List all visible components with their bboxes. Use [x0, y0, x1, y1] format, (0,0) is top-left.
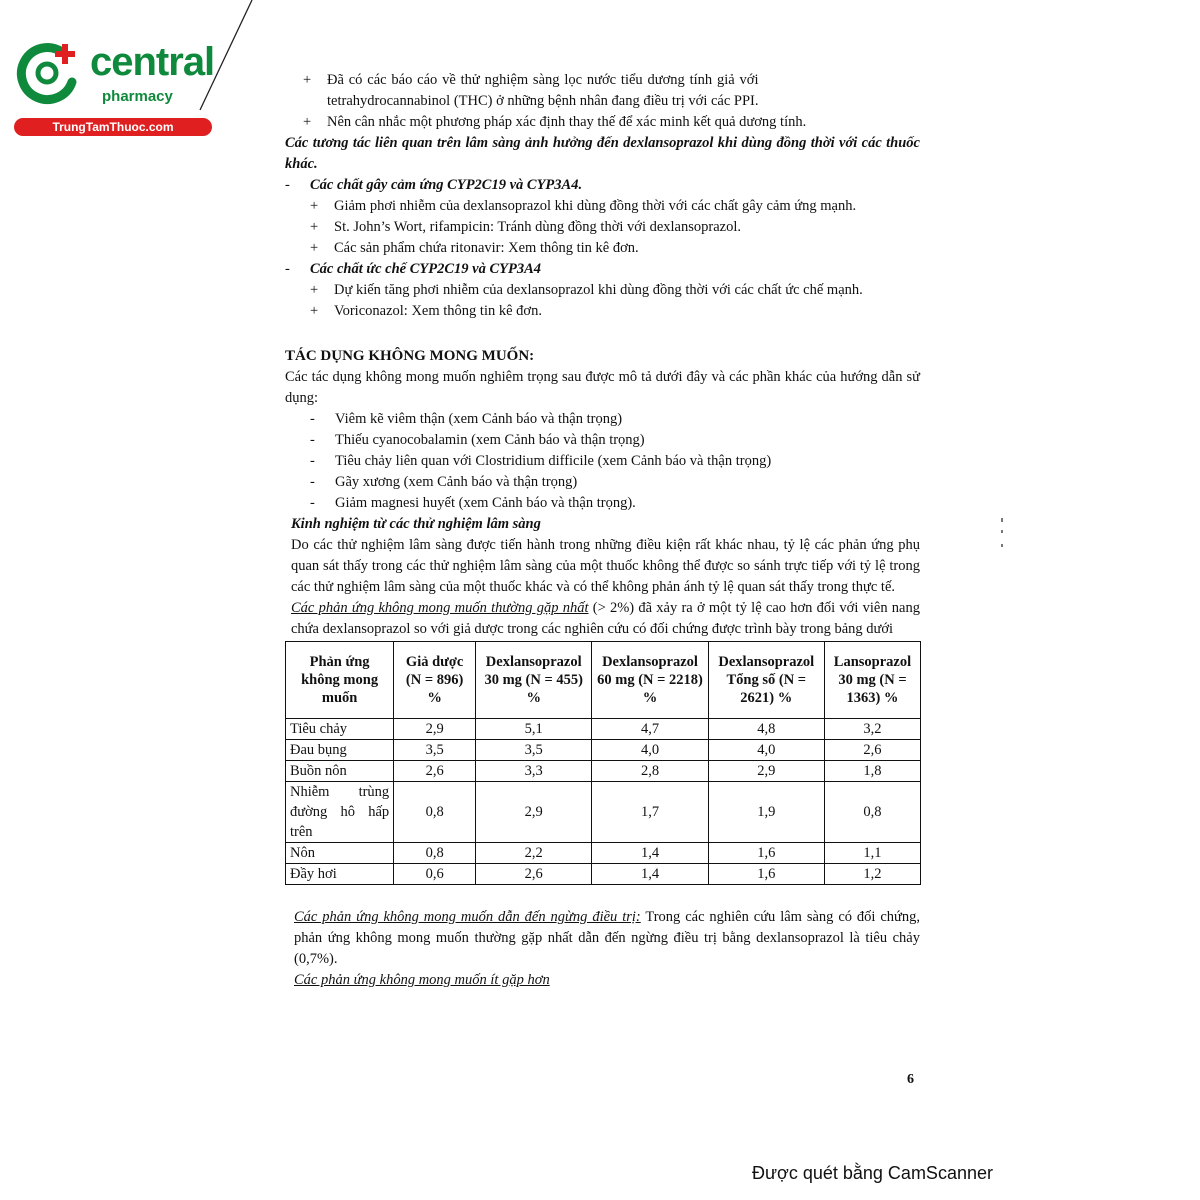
document-body: [285, 70, 920, 991]
page-number: 6: [907, 1072, 914, 1087]
table-cell: Nôn: [286, 843, 394, 864]
inducer-item: Giảm phơi nhiễm của dexlansoprazol khi dùng đồng thời với các chất gây cảm ứng mạnh.: [334, 198, 857, 214]
less-common-label: Các phản ứng không mong muốn ít gặp hơn: [294, 972, 550, 988]
bullet-item: + Dự kiến tăng phơi nhiễm của dexlansoprazol khi dùng đồng thời với các chất ức chế mạnh.: [285, 280, 920, 301]
table-cell: 1,6: [708, 864, 824, 885]
list-item-text: Thiếu cyanocobalamin (xem Cảnh báo và thận trọng): [335, 432, 645, 448]
table-header: Giả dược (N = 896) %: [394, 642, 476, 719]
camscanner-watermark: Được quét bằng CamScanner: [752, 1163, 993, 1183]
common-reactions-text: (> 2%) đã xảy ra ở một tỷ lệ cao hơn đối với viên nang chứa dexlansoprazol so với giả dược trong các nghiên cứu có đối chứng được trình bày trong bảng dưới: [291, 600, 920, 637]
logo-subtitle: pharmacy: [102, 88, 173, 105]
scan-edge-marks: [1001, 518, 1004, 1038]
table-cell: 2,9: [394, 719, 476, 740]
table-header: Dexlansoprazol 30 mg (N = 455) %: [476, 642, 592, 719]
table-cell: Đau bụng: [286, 740, 394, 761]
table-cell: 3,2: [824, 719, 920, 740]
table-cell: 1,2: [824, 864, 920, 885]
clinical-experience-heading: Kinh nghiệm từ các thử nghiệm lâm sàng: [291, 516, 541, 532]
table-cell: 0,8: [824, 782, 920, 843]
table-header: Dexlansoprazol 60 mg (N = 2218) %: [592, 642, 708, 719]
inhibitor-item: Dự kiến tăng phơi nhiễm của dexlansoprazol khi dùng đồng thời với các chất ức chế mạnh.: [334, 282, 863, 298]
table-cell: 2,6: [476, 864, 592, 885]
list-item: - Thiếu cyanocobalamin (xem Cảnh báo và thận trọng): [310, 430, 920, 451]
table-row: [286, 782, 921, 843]
list-item-text: Viêm kẽ viêm thận (xem Cảnh báo và thận trọng): [335, 411, 623, 427]
table-cell: 1,9: [708, 782, 824, 843]
thc-note-line1: Đã có các báo cáo về thử nghiệm sàng lọc nước tiểu dương tính giả với: [327, 72, 759, 88]
table-cell: 2,2: [476, 843, 592, 864]
inducer-item: Các sản phẩm chứa ritonavir: Xem thông tin kê đơn.: [334, 240, 639, 256]
central-pharmacy-logo: [10, 38, 215, 138]
alt-method-note: Nên cân nhắc một phương pháp xác định thay thế để xác minh kết quả dương tính.: [327, 114, 807, 130]
table-cell: 4,8: [708, 719, 824, 740]
table-cell: 4,0: [708, 740, 824, 761]
list-item-text: Giảm magnesi huyết (xem Cảnh báo và thận trọng).: [335, 495, 636, 511]
table-cell: 4,0: [592, 740, 708, 761]
table-header: Dexlansoprazol Tổng số (N = 2621) %: [708, 642, 824, 719]
table-cell: 2,6: [824, 740, 920, 761]
bullet-item: + Nên cân nhắc một phương pháp xác định thay thế để xác minh kết quả dương tính.: [285, 112, 920, 133]
table-cell: 3,5: [394, 740, 476, 761]
table-cell: 4,7: [592, 719, 708, 740]
bullet-item: + Giảm phơi nhiễm của dexlansoprazol khi dùng đồng thời với các chất gây cảm ứng mạnh.: [285, 196, 920, 217]
table-cell: 2,9: [476, 782, 592, 843]
table-cell: Đầy hơi: [286, 864, 394, 885]
table-row: [286, 864, 921, 885]
list-item-text: Tiêu chảy liên quan với Clostridium difficile (xem Cảnh báo và thận trọng): [335, 453, 772, 469]
bullet-item: + St. John’s Wort, rifampicin: Tránh dùng đồng thời với dexlansoprazol.: [285, 217, 920, 238]
list-item: - Tiêu chảy liên quan với Clostridium difficile (xem Cảnh báo và thận trọng): [310, 451, 920, 472]
table-header: Lansoprazol 30 mg (N = 1363) %: [824, 642, 920, 719]
inhibitors-title: Các chất ức chế CYP2C19 và CYP3A4: [310, 261, 541, 277]
table-cell: 3,5: [476, 740, 592, 761]
adverse-reactions-table: [285, 641, 921, 885]
discontinuation-paragraph: [294, 907, 920, 970]
table-cell: 5,1: [476, 719, 592, 740]
list-item: - Giảm magnesi huyết (xem Cảnh báo và thận trọng).: [310, 493, 920, 514]
adverse-effects-intro: Các tác dụng không mong muốn nghiêm trọng sau được mô tả dưới đây và các phần khác của hướng dẫn sử dụng:: [285, 369, 920, 406]
table-cell: 0,8: [394, 843, 476, 864]
inducer-item: St. John’s Wort, rifampicin: Tránh dùng đồng thời với dexlansoprazol.: [334, 219, 741, 235]
inhibitors-group: - Các chất ức chế CYP2C19 và CYP3A4: [285, 259, 920, 280]
table-cell: 1,4: [592, 864, 708, 885]
bullet-item: + Các sản phẩm chứa ritonavir: Xem thông tin kê đơn.: [285, 238, 920, 259]
list-item: - Viêm kẽ viêm thận (xem Cảnh báo và thận trọng): [310, 409, 920, 430]
discontinuation-text: Trong các nghiên cứu lâm sàng có đối chứng, phản ứng không mong muốn thường gặp nhất dẫn đến ngừng điều trị bằng dexlansoprazol là tiêu chảy (0,7%).: [294, 909, 921, 967]
list-item: - Gãy xương (xem Cảnh báo và thận trọng): [310, 472, 920, 493]
table-cell: 1,6: [708, 843, 824, 864]
adverse-effects-list: [285, 409, 920, 514]
clinical-experience-text: Do các thử nghiệm lâm sàng được tiến hành trong những điều kiện rất khác nhau, tỷ lệ các phản ứng phụ quan sát thấy trong các thử nghiệm lâm sàng của một thuốc không thể được so sánh trực tiếp với tỷ lệ trong các thử nghiệm lâm sàng của một thuốc khác và có thể không phản ánh tỷ lệ quan sát thấy trong thực tế.: [291, 537, 920, 595]
inducers-title: Các chất gây cảm ứng CYP2C19 và CYP3A4.: [310, 177, 583, 193]
pharmacy-cross-logo-icon: [12, 38, 82, 108]
table-cell: 1,4: [592, 843, 708, 864]
inducers-group: - Các chất gây cảm ứng CYP2C19 và CYP3A4.: [285, 175, 920, 196]
table-cell: 2,8: [592, 761, 708, 782]
list-item-text: Gãy xương (xem Cảnh báo và thận trọng): [335, 474, 578, 490]
table-cell: Tiêu chảy: [286, 719, 394, 740]
inhibitor-item: Voriconazol: Xem thông tin kê đơn.: [334, 303, 542, 319]
less-common-reactions-heading: [294, 970, 920, 991]
table-header-row: [286, 642, 921, 719]
logo-brand: central: [90, 40, 215, 84]
bullet-item: + Đã có các báo cáo về thử nghiệm sàng lọc nước tiểu dương tính giả với tetrahydrocannabinol (THC) ở những bệnh nhân đang điều trị với các PPI.: [285, 70, 920, 112]
table-cell: 1,7: [592, 782, 708, 843]
table-cell: 2,9: [708, 761, 824, 782]
thc-note-line2: tetrahydrocannabinol (THC) ở những bệnh nhân đang điều trị với các PPI.: [327, 93, 759, 109]
common-reactions-label: Các phản ứng không mong muốn thường gặp nhất: [291, 600, 589, 616]
table-cell: 2,6: [394, 761, 476, 782]
common-reactions-paragraph: [291, 598, 920, 640]
table-cell: 1,8: [824, 761, 920, 782]
logo-url-badge: TrungTamThuoc.com: [14, 118, 212, 136]
table-cell: 3,3: [476, 761, 592, 782]
discontinuation-label: Các phản ứng không mong muốn dẫn đến ngừng điều trị:: [294, 909, 641, 925]
table-cell: 0,8: [394, 782, 476, 843]
table-cell: 0,6: [394, 864, 476, 885]
table-cell: Nhiễm trùng đường hô hấp trên: [286, 782, 394, 843]
table-cell: 1,1: [824, 843, 920, 864]
table-row: [286, 761, 921, 782]
table-row: [286, 843, 921, 864]
table-row: [286, 740, 921, 761]
table-header: Phản ứng không mong muốn: [286, 642, 394, 719]
interactions-heading: Các tương tác liên quan trên lâm sàng ảnh hưởng đến dexlansoprazol khi dùng đồng thời với các thuốc khác.: [285, 135, 920, 172]
adverse-effects-heading: TÁC DỤNG KHÔNG MONG MUỐN:: [285, 348, 535, 364]
table-row: [286, 719, 921, 740]
bullet-item: + Voriconazol: Xem thông tin kê đơn.: [285, 301, 920, 322]
table-cell: Buồn nôn: [286, 761, 394, 782]
